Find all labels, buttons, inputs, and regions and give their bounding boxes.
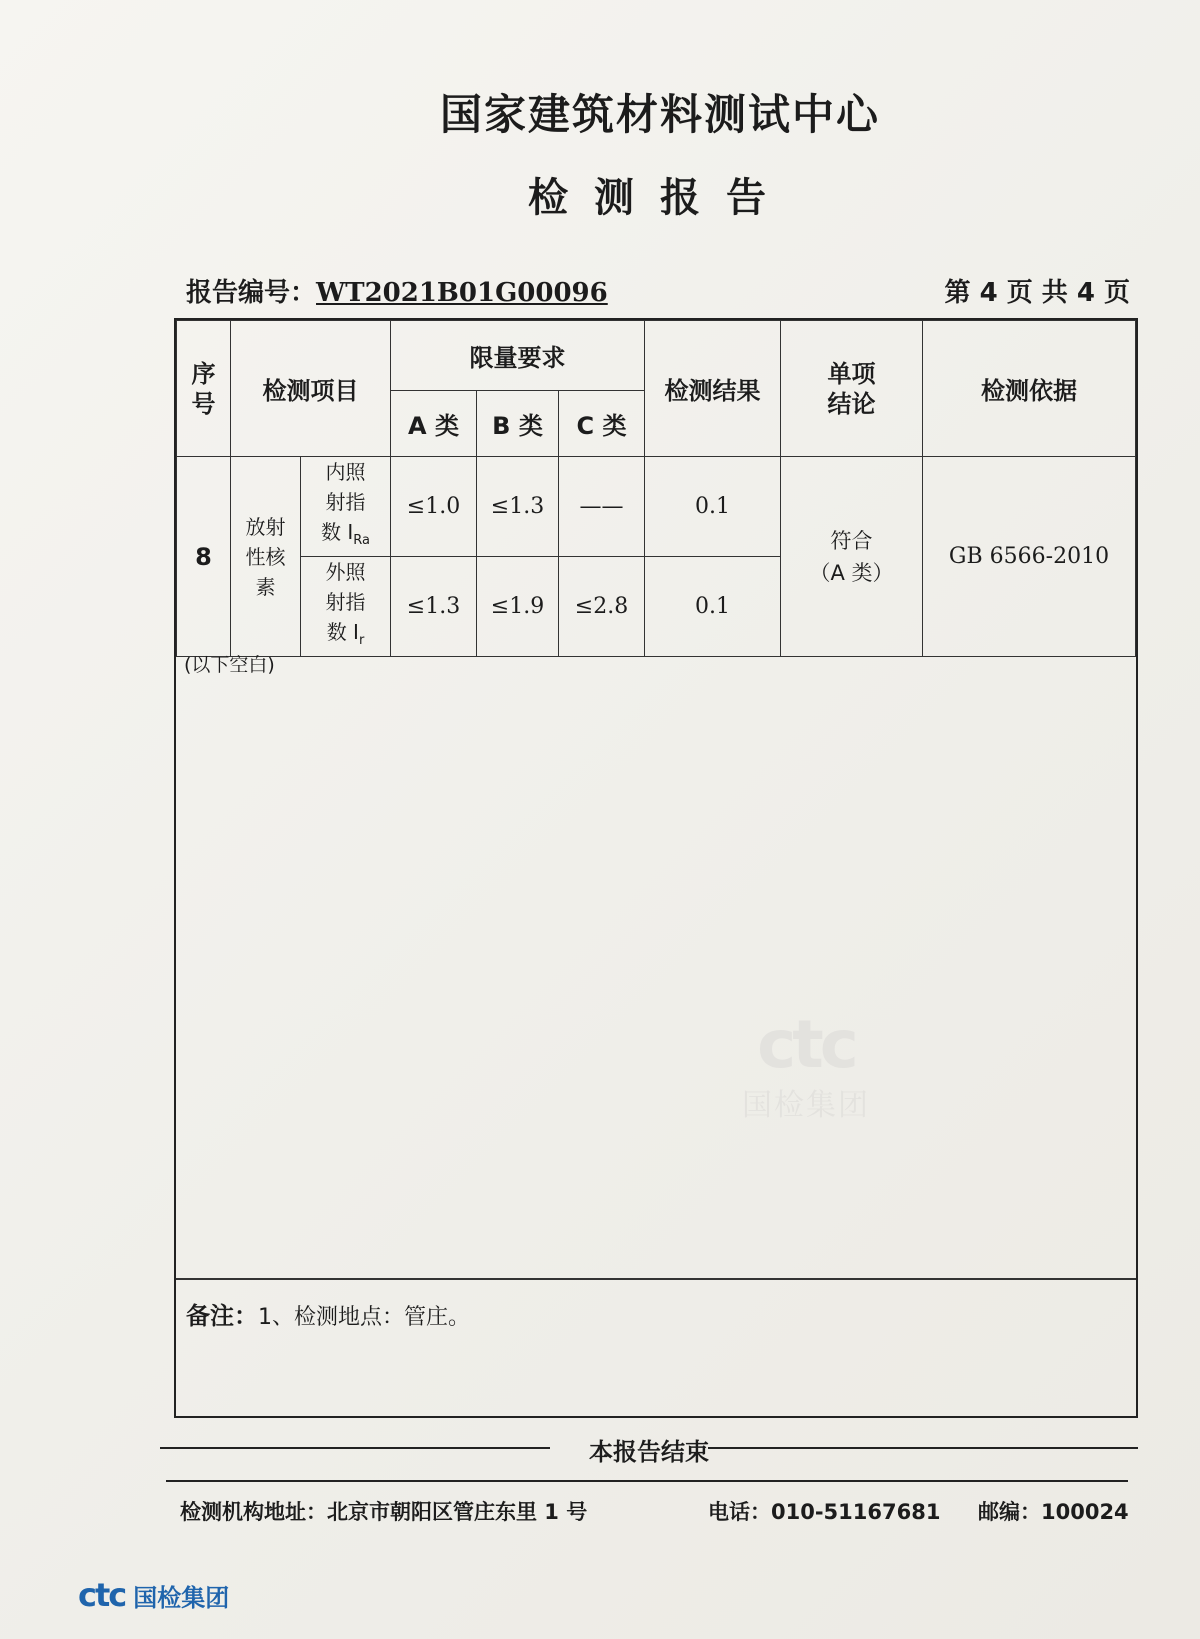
sub-item-external: 外照 射指 数 $I_r$ bbox=[301, 557, 391, 657]
sub2-limit-c: ≤2.8 bbox=[559, 557, 645, 657]
report-title: 检测报告 bbox=[528, 175, 792, 221]
remarks-text: 1、检测地点：管庄。 bbox=[258, 1305, 470, 1330]
sub1-limit-c: —— bbox=[559, 457, 645, 557]
row-basis: GB 6566-2010 bbox=[923, 457, 1136, 657]
end-text: 本报告结束 bbox=[589, 1438, 709, 1466]
sub2-limit-a: ≤1.3 bbox=[391, 557, 477, 657]
report-number-value: WT2021B01G00096 bbox=[316, 278, 608, 308]
report-frame bbox=[174, 318, 1138, 1418]
sub2-result: 0.1 bbox=[645, 557, 781, 657]
results-table bbox=[176, 320, 1136, 657]
end-of-report bbox=[160, 1432, 1138, 1466]
end-line-right bbox=[708, 1447, 1138, 1449]
row-conclusion: 符合 （A 类） bbox=[781, 457, 923, 657]
org-title: 国家建筑材料测试中心 bbox=[439, 90, 880, 139]
header-class-c: C 类 bbox=[559, 391, 645, 457]
remarks-label: 备注： bbox=[186, 1302, 258, 1330]
header-seq: 序号 bbox=[177, 321, 231, 457]
header-item: 检测项目 bbox=[231, 321, 391, 457]
remarks-divider bbox=[176, 1278, 1136, 1280]
page-info: 第 4 页 共 4 页 bbox=[944, 278, 1130, 308]
header-conclusion: 单项结论 bbox=[781, 321, 923, 457]
row-category: 放射性核素 bbox=[231, 457, 301, 657]
sub-item-internal: 内照 射指 数 $I_{Ra}$ bbox=[301, 457, 391, 557]
header-class-a: A 类 bbox=[391, 391, 477, 457]
header-basis: 检测依据 bbox=[923, 321, 1136, 457]
sub2-limit-b: ≤1.9 bbox=[477, 557, 559, 657]
sub1-limit-a: ≤1.0 bbox=[391, 457, 477, 557]
watermark-text: 国检集团 bbox=[742, 1088, 870, 1123]
footer-address: 检测机构地址：北京市朝阳区管庄东里 1 号 bbox=[180, 1500, 588, 1524]
watermark bbox=[711, 1006, 901, 1124]
footer-divider bbox=[166, 1480, 1128, 1482]
remarks bbox=[186, 1296, 470, 1331]
report-number bbox=[186, 272, 608, 309]
sub1-result: 0.1 bbox=[645, 457, 781, 557]
footer-phone: 电话：010-51167681 bbox=[708, 1500, 941, 1524]
footer-postcode: 邮编：100024 bbox=[978, 1500, 1129, 1524]
watermark-logo: ctc bbox=[757, 1006, 855, 1083]
header-class-b: B 类 bbox=[477, 391, 559, 457]
row-seq: 8 bbox=[177, 457, 231, 657]
report-number-label: 报告编号： bbox=[186, 278, 317, 308]
header-result: 检测结果 bbox=[645, 321, 781, 457]
ctc-logo bbox=[78, 1576, 229, 1614]
blank-note: (以下空白) bbox=[184, 654, 275, 676]
ctc-logo-name: 国检集团 bbox=[133, 1583, 230, 1612]
ctc-logo-mark: ctc bbox=[78, 1576, 126, 1614]
sub1-limit-b: ≤1.3 bbox=[477, 457, 559, 557]
header-limit: 限量要求 bbox=[391, 321, 645, 391]
